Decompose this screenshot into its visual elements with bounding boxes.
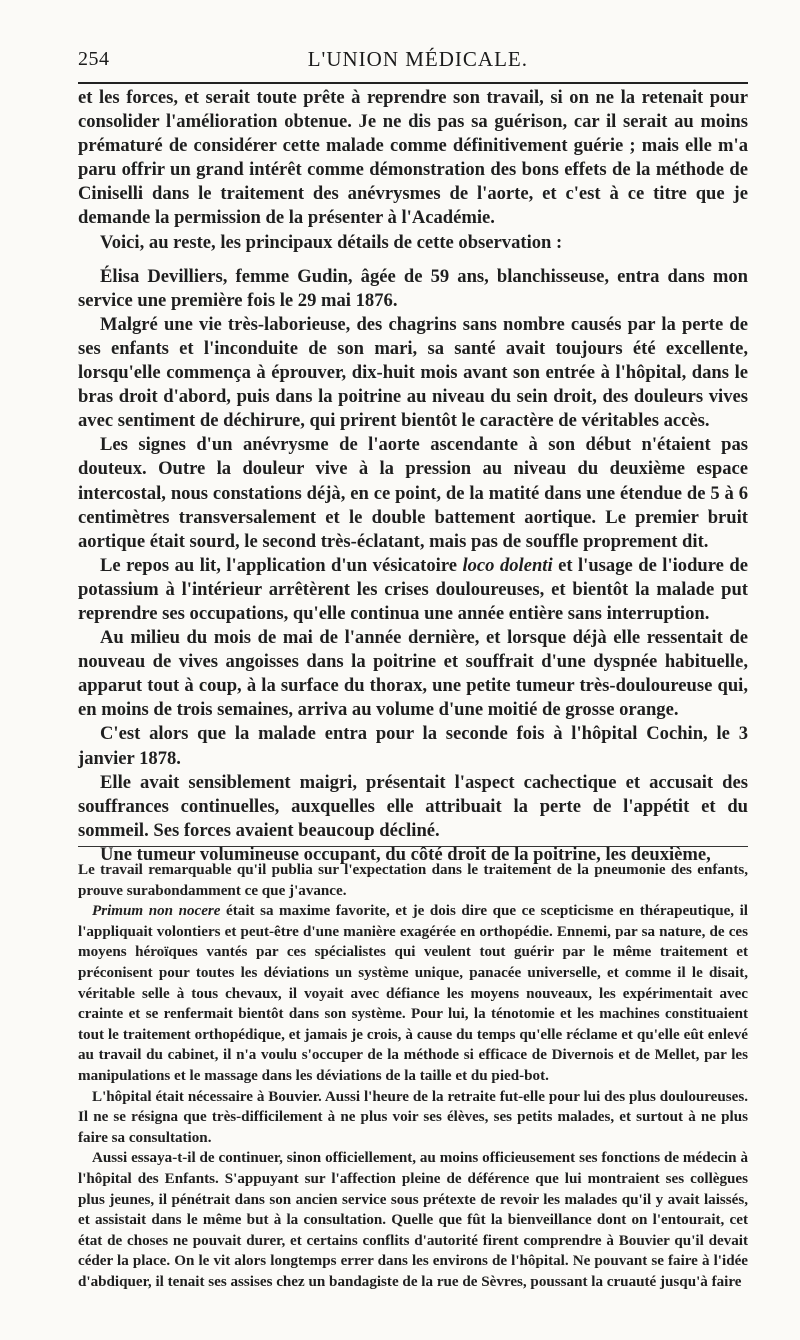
paragraph: Une tumeur volumineuse occupant, du côté droit de la poitrine, les deuxième,: [100, 843, 711, 865]
italic-phrase: loco dolenti: [462, 554, 553, 576]
footnote-divider: [78, 846, 748, 847]
footnote-paragraph: L'hôpital était nécessaire à Bouvier. Aussi l'heure de la retraite fut-elle pour lui des plus douloureuses. Il ne se résigna que très-difficilement à ne plus voir ses élèves, ses petits malades, et surtout à ne plus faire sa consultation.: [78, 1088, 748, 1146]
page-number: 254: [78, 47, 110, 70]
paragraph: Les signes d'un anévrysme de l'aorte ascendante à son début n'étaient pas douteux. Outre la douleur vive à la pression au niveau du deuxième espace intercostal, nous constations déjà, en ce point, de la matité dans une étendue de 5 à 6 centimètres transversalement et le double battement aortique. Le premier bruit aortique était sourd, le second très-éclatant, mais pas de souffle proprement dit.: [78, 434, 748, 552]
italic-phrase: Primum non nocere: [92, 903, 221, 920]
footnote-paragraph: [78, 901, 748, 1086]
footnote-paragraph: Le travail remarquable qu'il publia sur l'expectation dans le traitement de la pneumonie des enfants, prouve surabondamment ce que j'avance.: [78, 862, 748, 899]
paragraph: Voici, au reste, les principaux détails de cette observation :: [100, 231, 563, 253]
paragraph: [78, 554, 748, 626]
text-run: et l'usage de l'iodure de potassium à l'intérieur arrêtèrent les crises douloureuses, et bientôt la malade put reprendre ses occupations, qu'elle continua une année entière sans interruption.: [78, 554, 748, 624]
text-run: Le repos au lit, l'application d'un vésicatoire: [100, 554, 463, 576]
header-rule: [78, 82, 748, 84]
main-text: [78, 86, 748, 867]
text-run: était sa maxime favorite, et je dois dire que ce scepticisme en thérapeutique, il l'appliquait volontiers et peut-être d'une manière exagérée en orthopédie. Ennemi, par sa nature, de ces moyens héroïques vantés par ces spécialistes qui veulent tout guérir par le même traitement et préconisent pour toutes les déviations un système unique, panacée universelle, et comme il le disait, véritable selle à tous chevaux, il voyait avec défiance les moyens nouveaux, les expérimentait avec crainte et se renfermait bientôt dans son système. Pour lui, la ténotomie et les machines constituaient tout le traitement orthopédique, et jamais je crois, à cause du temps qu'elle réclame et qu'elle eût enlevé au travail du cabinet, il n'a voulu s'occuper de la méthode si efficace de Divernois et de Mellet, par les manipulations et le massage dans les déviations de la taille et du pied-bot.: [78, 903, 748, 1084]
running-header: [78, 44, 748, 74]
paragraph: C'est alors que la malade entra pour la seconde fois à l'hôpital Cochin, le 3 janvier 1878.: [78, 723, 748, 769]
paragraph: Au milieu du mois de mai de l'année dernière, et lorsque déjà elle ressentait de nouveau de vives angoisses dans la poitrine et souffrait d'une dyspnée habituelle, apparut tout à coup, à la surface du thorax, une petite tumeur très-douloureuse qui, en moins de trois semaines, arriva au volume d'une moitié de grosse orange.: [78, 627, 748, 721]
paragraph: Elle avait sensiblement maigri, présentait l'aspect cachectique et accusait des souffrances continuelles, auxquelles elle attribuait la perte de l'appétit et du sommeil. Ses forces avaient beaucoup décliné.: [78, 771, 748, 841]
paragraph: Élisa Devilliers, femme Gudin, âgée de 59 ans, blanchisseuse, entra dans mon service une première fois le 29 mai 1876.: [78, 265, 748, 311]
paragraph: Malgré une vie très-laborieuse, des chagrins sans nombre causés par la perte de ses enfants et l'inconduite de son mari, sa santé avait toujours été excellente, lorsqu'elle commença à éprouver, dix-huit mois avant son entrée à l'hôpital, dans le bras droit d'abord, puis dans la poitrine au niveau du sein droit, des douleurs vives avec sentiment de déchirure, qui prirent bientôt le caractère de véritables accès.: [78, 313, 748, 432]
footnote-paragraph: Aussi essaya-t-il de continuer, sinon officiellement, au moins officieusement ses fonctions de médecin à l'hôpital des Enfants. S'appuyant sur l'affection pleine de déférence que lui montraient ses collègues plus jeunes, il pénétrait dans son ancien service sous prétexte de revoir les malades qu'il y avait laissés, et assistait dans le même but à la consultation. Quelle que fût la bienveillance dont on l'entourait, cet état de choses ne pouvait durer, et certains conflits d'autorité firent comprendre à Bouvier qu'il devait céder la place. On le vit alors longtemps errer dans les environs de l'hôpital. Ne pouvant se faire à l'idée d'abdiquer, il tenait ses assises chez un bandagiste de la rue de Sèvres, poussant la cruauté jusqu'à faire: [78, 1150, 748, 1290]
footnote-block: [78, 860, 748, 1292]
journal-title: L'UNION MÉDICALE.: [307, 46, 528, 71]
paragraph: et les forces, et serait toute prête à reprendre son travail, si on ne la retenait pour consolider l'amélioration obtenue. Je ne dis pas sa guérison, car il serait au moins prématuré de considérer cette malade comme définitivement guérie ; mais elle m'a paru offrir un grand intérêt comme démonstration des bons effets de la méthode de Ciniselli dans le traitement des anévrysmes de l'aorte, et c'est à ce titre que je demande la permission de la présenter à l'Académie.: [78, 87, 748, 229]
